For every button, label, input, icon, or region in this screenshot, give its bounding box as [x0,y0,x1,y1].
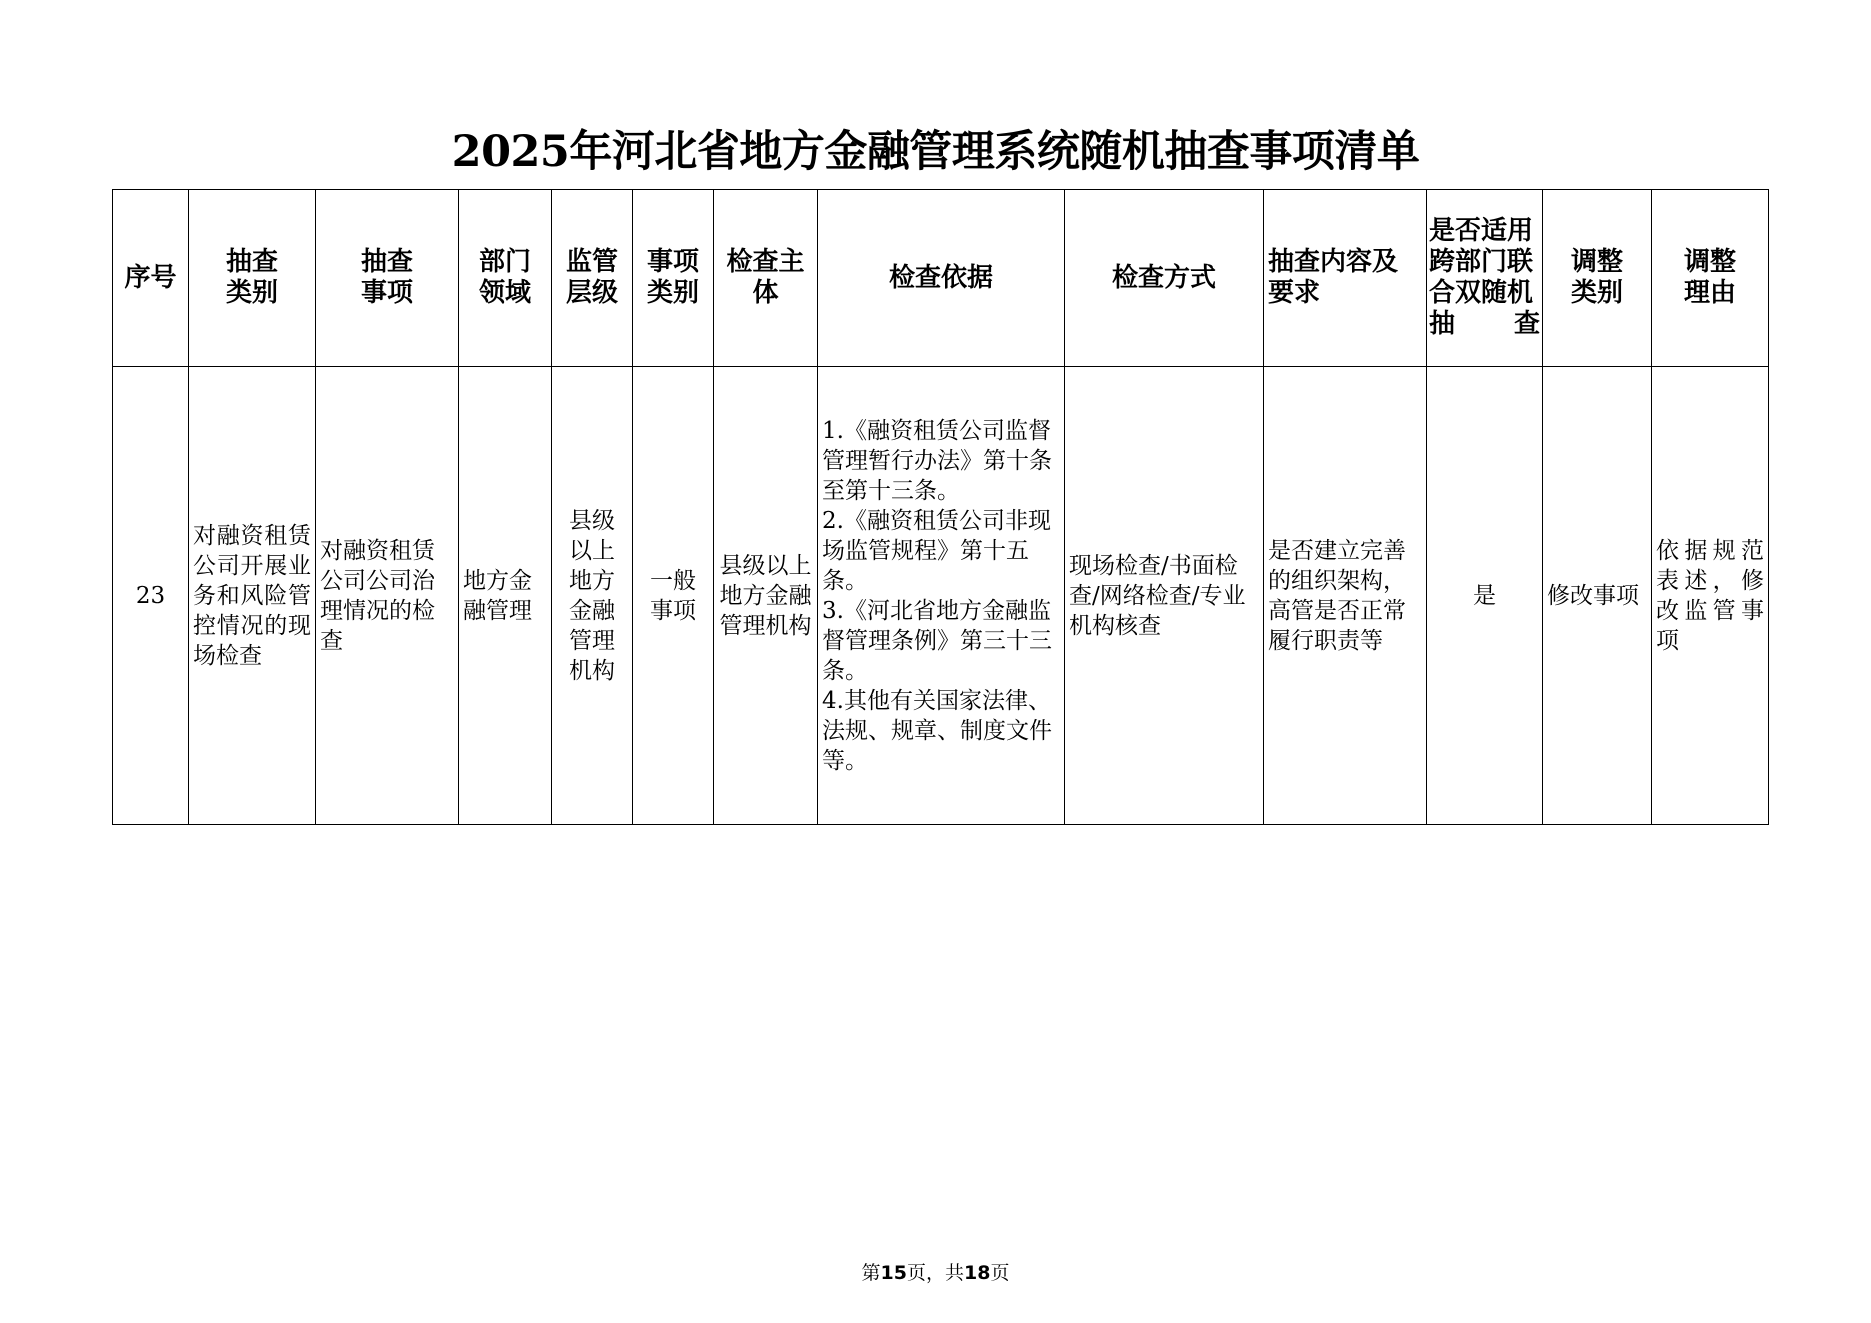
cell-level: 县级以上地方金融管理机构 [552,367,633,825]
cell-adjust-type: 修改事项 [1543,367,1652,825]
header-adjust-type: 调整类别 [1543,190,1652,367]
cell-seq: 23 [113,367,189,825]
cell-subject: 县级以上地方金融管理机构 [714,367,818,825]
cell-method: 现场检查/书面检查/网络检查/专业机构核查 [1065,367,1264,825]
header-basis: 检查依据 [818,190,1065,367]
footer-middle: 页，共 [906,1262,964,1284]
header-method: 检查方式 [1065,190,1264,367]
page-title: 2025年河北省地方金融管理系统随机抽查事项清单 [451,127,1420,177]
page-footer [0,1258,1871,1285]
footer-current-page: 15 [880,1262,907,1284]
cell-basis [818,367,1065,825]
inspection-checklist-table [112,189,1769,825]
table-header-row [113,190,1769,367]
header-department: 部门领域 [459,190,552,367]
header-category: 抽查类别 [189,190,316,367]
footer-prefix: 第 [861,1262,881,1284]
header-seq: 序号 [113,190,189,367]
cell-item-type: 一般事项 [633,367,714,825]
basis-line-1: 1.《融资租赁公司监督管理暂行办法》第十条至第十三条。 [822,417,1052,504]
cell-department: 地方金融管理 [459,367,552,825]
cell-adjust-reason: 依据规范表述，修改监管事项 [1652,367,1769,825]
basis-line-2: 2.《融资租赁公司非现场监管规程》第十五条。 [822,507,1051,594]
header-subject: 检查主体 [714,190,818,367]
header-cross-dept: 是否适用跨部门联合双随机抽查 [1427,190,1543,367]
header-level: 监管层级 [552,190,633,367]
cell-content: 是否建立完善的组织架构，高管是否正常履行职责等 [1264,367,1427,825]
basis-line-3: 3.《河北省地方金融监督管理条例》第三十三条。 [822,597,1052,684]
cell-item: 对融资租赁公司公司治理情况的检查 [316,367,459,825]
header-item: 抽查事项 [316,190,459,367]
basis-line-4: 4.其他有关国家法律、法规、规章、制度文件等。 [822,687,1052,774]
header-content: 抽查内容及要求 [1264,190,1427,367]
footer-suffix: 页 [990,1262,1010,1284]
footer-total-pages: 18 [964,1262,991,1284]
table-row [113,367,1769,825]
header-item-type: 事项类别 [633,190,714,367]
cell-cross-dept: 是 [1427,367,1543,825]
cell-category: 对融资租赁公司开展业务和风险管控情况的现场检查 [189,367,316,825]
header-adjust-reason: 调整理由 [1652,190,1769,367]
